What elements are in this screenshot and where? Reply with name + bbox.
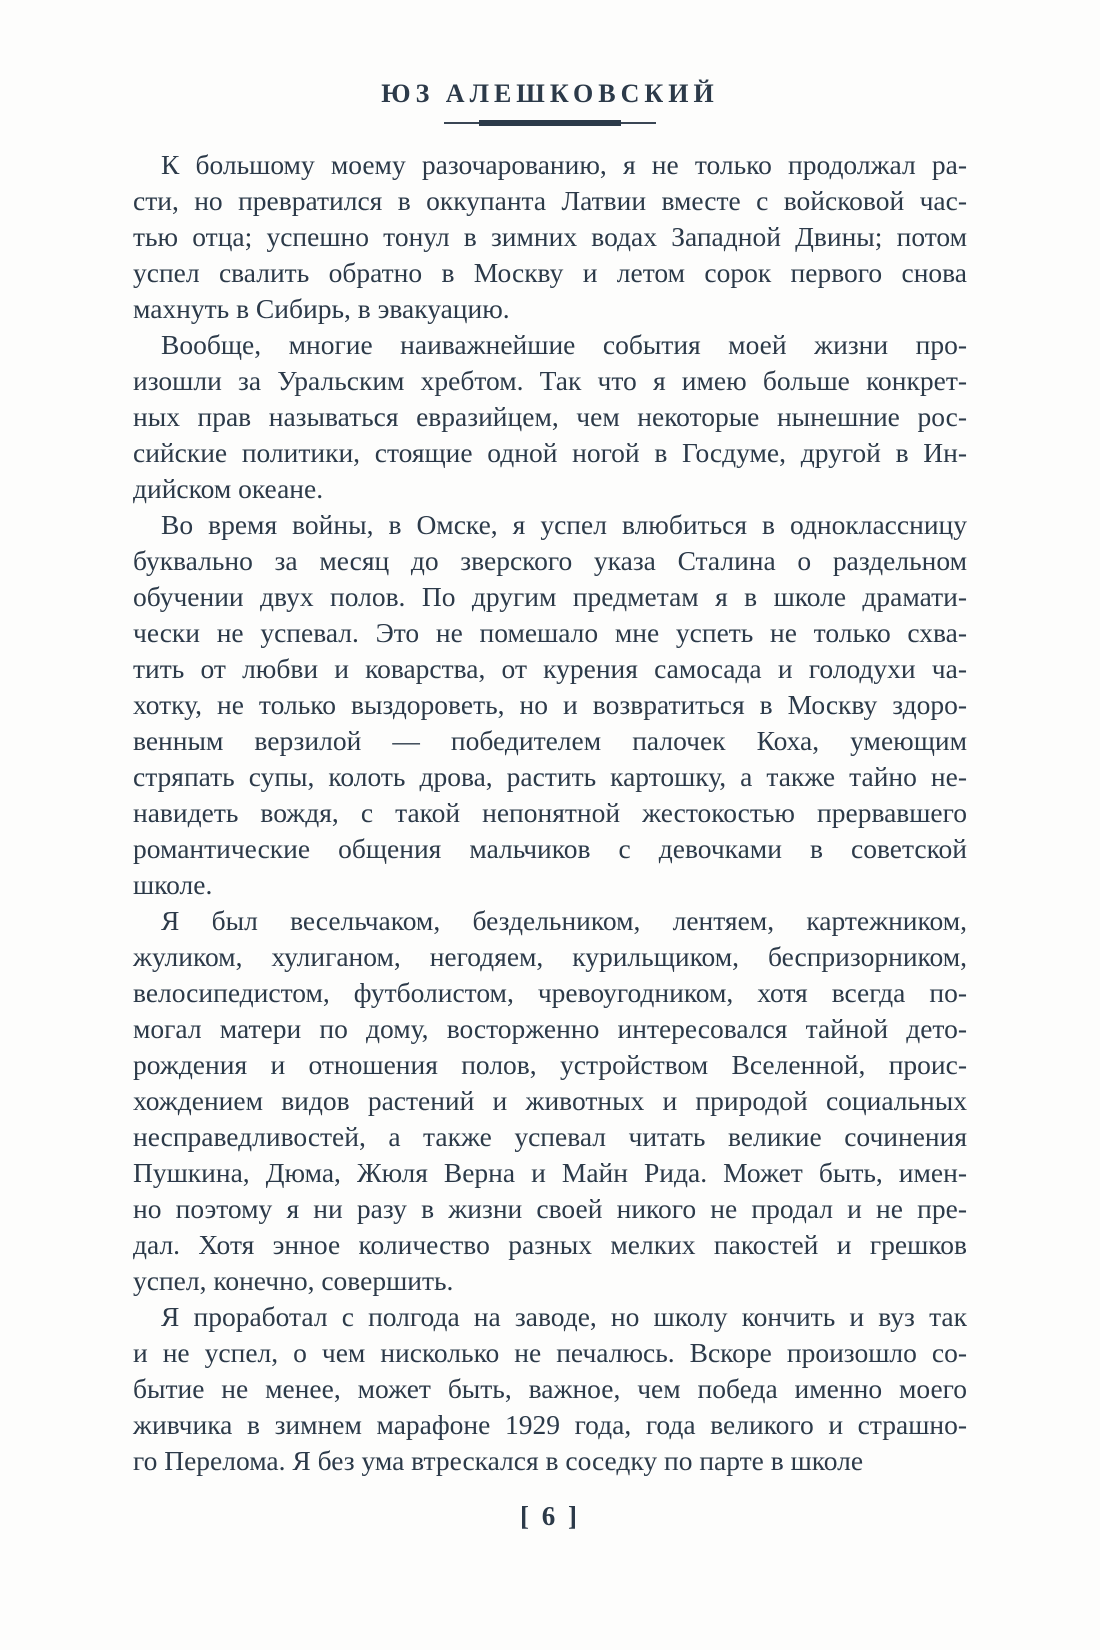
text-line: стряпать супы, колоть дрова, растить картошку, а также тайно не- (133, 761, 967, 792)
text-line: романтические общения мальчиков с девочками в советской (133, 833, 967, 864)
text-line: го Перелома. Я без ума втрескался в соседку по парте в школе (133, 1445, 864, 1476)
paragraph (133, 507, 967, 903)
text-line: хотку, не только выздороветь, но и возвратиться в Москву здоро- (133, 689, 967, 720)
text-line: тью отца; успешно тонул в зимних водах Западной Двины; потом (133, 221, 967, 252)
text-line: Во время войны, в Омске, я успел влюбиться в одноклассницу (161, 509, 967, 540)
text-line: Я проработал с полгода на заводе, но школу кончить и вуз так (161, 1301, 967, 1332)
text-line: велосипедистом, футболистом, чревоугодником, хотя всегда по- (133, 977, 967, 1008)
text-line: буквально за месяц до зверского указа Сталина о раздельном (133, 545, 967, 576)
text-line: К большому моему разочарованию, я не только продолжал ра- (161, 149, 967, 180)
text-line: обучении двух полов. По другим предметам я в школе драмати- (133, 581, 967, 612)
paragraph (133, 903, 967, 1299)
text-line: успел свалить обратно в Москву и летом сорок первого снова (133, 257, 967, 288)
text-line: чески не успевал. Это не помешало мне успеть не только схва- (133, 617, 967, 648)
paragraph (133, 1299, 967, 1479)
text-line: и не успел, о чем нисколько не печалюсь. Вскоре произошло со- (133, 1337, 967, 1368)
text-line: хождением видов растений и животных и природой социальных (133, 1085, 967, 1116)
text-line: Вообще, многие наиважнейшие события моей жизни про- (161, 329, 967, 360)
paragraph (133, 147, 967, 327)
text-line: но поэтому я ни разу в жизни своей никого не продал и не пре- (133, 1193, 967, 1224)
text-line: сти, но превратился в оккупанта Латвии вместе с войсковой час- (133, 185, 967, 216)
text-line: дал. Хотя энное количество разных мелких пакостей и грешков (133, 1229, 967, 1260)
text-line: сийские политики, стоящие одной ногой в Госдуме, другой в Ин- (133, 437, 967, 468)
text-line: школе. (133, 869, 213, 900)
paragraph (133, 327, 967, 507)
page-number: [ 6 ] (520, 1501, 580, 1531)
running-header: ЮЗ АЛЕШКОВСКИЙ (381, 79, 719, 108)
text-line: навидеть вождя, с такой непонятной жестокостью прервавшего (133, 797, 967, 828)
text-line: Я был весельчаком, бездельником, лентяем, картежником, (161, 905, 967, 936)
text-line: несправедливостей, а также успевал читать великие сочинения (133, 1121, 967, 1152)
text-line: тить от любви и коварства, от курения самосада и голодухи ча- (133, 653, 967, 684)
text-line: махнуть в Сибирь, в эвакуацию. (133, 293, 510, 324)
text-line: ных прав называться евразийцем, чем некоторые нынешние рос- (133, 401, 967, 432)
text-line: рождения и отношения полов, устройством Вселенной, проис- (133, 1049, 967, 1080)
page-body (133, 147, 967, 1479)
text-line: Пушкина, Дюма, Жюля Верна и Майн Рида. Может быть, имен- (133, 1157, 967, 1188)
header-divider (444, 122, 656, 124)
text-line: могал матери по дому, восторженно интересовался тайной дето- (133, 1013, 967, 1044)
text-line: венным верзилой — победителем палочек Коха, умеющим (133, 725, 967, 756)
text-line: дийском океане. (133, 473, 324, 504)
text-line: живчика в зимнем марафоне 1929 года, года великого и страшно- (133, 1409, 967, 1440)
header-divider-thick-bar (479, 120, 621, 126)
text-line: жуликом, хулиганом, негодяем, курильщиком, беспризорником, (133, 941, 967, 972)
text-line: успел, конечно, совершить. (133, 1265, 454, 1296)
text-line: бытие не менее, может быть, важное, чем победа именно моего (133, 1373, 967, 1404)
text-line: изошли за Уральским хребтом. Так что я имею больше конкрет- (133, 365, 967, 396)
